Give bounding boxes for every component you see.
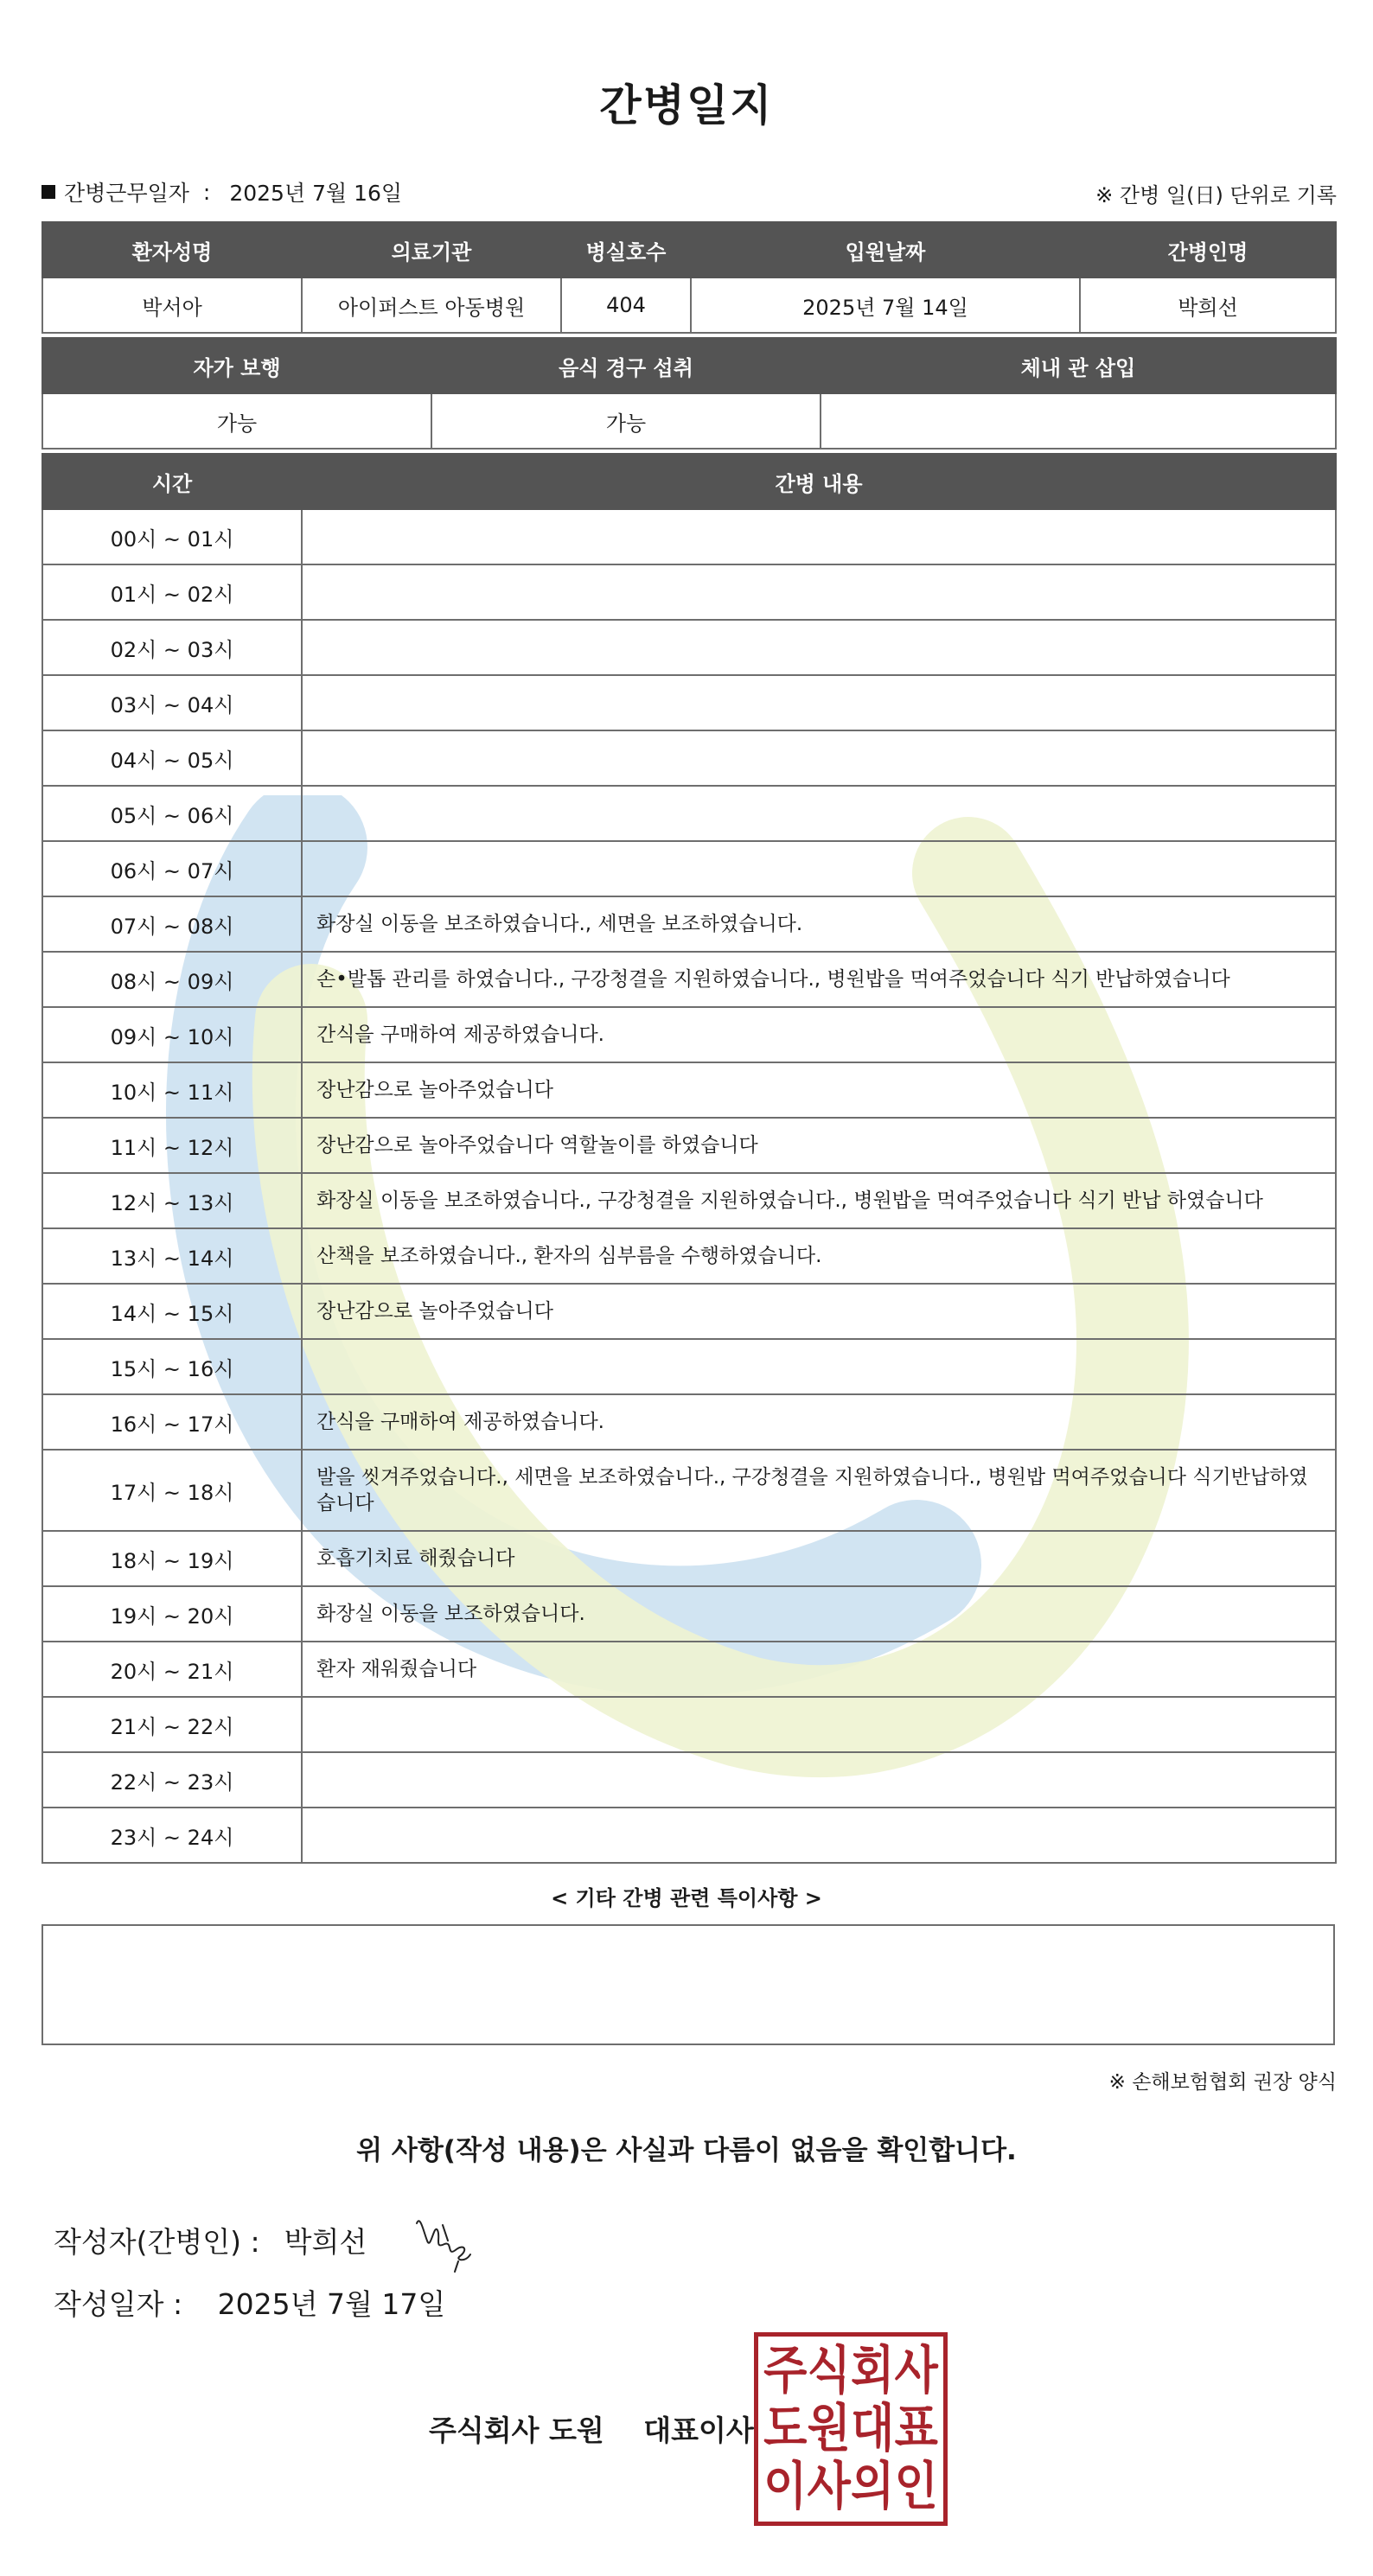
table-row: [42, 1394, 1336, 1450]
time-cell: 01시 ~ 02시: [42, 564, 302, 620]
admission-date: 2025년 7월 14일: [691, 277, 1080, 333]
work-date-colon: :: [202, 179, 211, 205]
written-date-value: 2025년 7월 17일: [217, 2287, 446, 2321]
table-row: [42, 1531, 1336, 1586]
seal-glyph: 원: [807, 2399, 851, 2459]
time-cell: 15시 ~ 16시: [42, 1339, 302, 1394]
hourly-care-table: [42, 453, 1337, 1864]
seal-glyph: 주: [763, 2341, 808, 2401]
table-row: [42, 564, 1336, 620]
table-row: [42, 841, 1336, 896]
time-cell: 13시 ~ 14시: [42, 1228, 302, 1284]
time-cell: 07시 ~ 08시: [42, 896, 302, 952]
time-cell: 12시 ~ 13시: [42, 1173, 302, 1228]
company-signature-line: [429, 2408, 754, 2449]
time-cell: 23시 ~ 24시: [42, 1808, 302, 1863]
table-row: [42, 896, 1336, 952]
header-hospital: 의료기관: [302, 222, 561, 277]
table-row: [42, 1697, 1336, 1752]
header-time: 시간: [42, 454, 302, 509]
time-cell: 20시 ~ 21시: [42, 1642, 302, 1697]
table-row: [42, 1173, 1336, 1228]
table-row: [42, 1752, 1336, 1808]
remarks-title: < 기타 간병 관련 특이사항 >: [551, 1886, 822, 1910]
work-date-label: 간병근무일자: [64, 181, 189, 206]
care-content-cell: 간식을 구매하여 제공하였습니다.: [302, 1394, 1336, 1450]
time-cell: 03시 ~ 04시: [42, 675, 302, 730]
time-cell: 09시 ~ 10시: [42, 1007, 302, 1062]
seal-glyph: 이: [763, 2457, 808, 2517]
caregiver-name: 박희선: [1080, 277, 1336, 333]
care-content-cell: 화장실 이동을 보조하였습니다., 세면을 보조하였습니다.: [302, 896, 1336, 952]
care-content-cell: [302, 1339, 1336, 1394]
table-row: [42, 1118, 1336, 1173]
table-row: [42, 620, 1336, 675]
writer-name: 박희선: [284, 2225, 367, 2259]
seal-glyph: 사: [807, 2457, 851, 2517]
written-date-line: [54, 2282, 445, 2323]
table-row: [42, 1450, 1336, 1531]
seal-glyph: 사: [894, 2341, 938, 2401]
table-row: [42, 1586, 1336, 1642]
seal-glyph: 식: [807, 2341, 851, 2401]
writer-line: [54, 2220, 367, 2260]
table-row: [42, 730, 1336, 786]
tube-insertion-value: [821, 393, 1336, 449]
handwritten-signature: [408, 2206, 486, 2275]
care-content-cell: 간식을 구매하여 제공하였습니다.: [302, 1007, 1336, 1062]
time-cell: 05시 ~ 06시: [42, 786, 302, 841]
confirmation-statement: 위 사항(작성 내용)은 사실과 다름이 없음을 확인합니다.: [356, 2135, 1017, 2166]
care-content-cell: 장난감으로 놀아주었습니다: [302, 1062, 1336, 1118]
header-room-number: 병실호수: [561, 222, 691, 277]
self-walking-value: 가능: [42, 393, 431, 449]
table-row: [42, 1642, 1336, 1697]
care-content-cell: 호흡기치료 해줬습니다: [302, 1531, 1336, 1586]
form-source-note: ※ 손해보험협회 권장 양식: [1108, 2071, 1337, 2094]
time-cell: 19시 ~ 20시: [42, 1586, 302, 1642]
header-oral-intake: 음식 경구 섭취: [431, 338, 821, 393]
care-content-cell: 장난감으로 놀아주었습니다: [302, 1284, 1336, 1339]
time-cell: 18시 ~ 19시: [42, 1531, 302, 1586]
patient-info-table: [42, 221, 1337, 334]
care-content-cell: 화장실 이동을 보조하였습니다., 구강청결을 지원하였습니다., 병원밥을 먹여주었습니다 식기 반납 하였습니다: [302, 1173, 1336, 1228]
time-cell: 21시 ~ 22시: [42, 1697, 302, 1752]
oral-intake-value: 가능: [431, 393, 821, 449]
care-content-cell: [302, 620, 1336, 675]
table-row: [42, 675, 1336, 730]
time-cell: 04시 ~ 05시: [42, 730, 302, 786]
care-content-cell: 산책을 보조하였습니다., 환자의 심부름을 수행하였습니다.: [302, 1228, 1336, 1284]
care-content-cell: 손•발톱 관리를 하였습니다., 구강청결을 지원하였습니다., 병원밥을 먹여주었습니다 식기 반납하였습니다: [302, 952, 1336, 1007]
care-content-cell: [302, 841, 1336, 896]
company-seal-stamp: [754, 2332, 948, 2526]
care-content-cell: 장난감으로 놀아주었습니다 역할놀이를 하였습니다: [302, 1118, 1336, 1173]
work-date-line: [42, 176, 402, 207]
company-name: 주식회사 도원: [429, 2413, 604, 2447]
header-patient-name: 환자성명: [42, 222, 302, 277]
table-row: [42, 1284, 1336, 1339]
company-ceo-title: 대표이사: [643, 2413, 754, 2447]
time-cell: 08시 ~ 09시: [42, 952, 302, 1007]
time-cell: 06시 ~ 07시: [42, 841, 302, 896]
work-date-value: 2025년 7월 16일: [229, 181, 403, 206]
table-row: [42, 1339, 1336, 1394]
room-number: 404: [561, 277, 691, 333]
time-cell: 00시 ~ 01시: [42, 509, 302, 564]
table-row: [42, 509, 1336, 564]
table-row: [42, 1062, 1336, 1118]
patient-status-table: [42, 337, 1337, 450]
remarks-box: [42, 1924, 1335, 2045]
bullet-square-icon: [42, 185, 55, 199]
care-content-cell: [302, 1752, 1336, 1808]
care-content-cell: 환자 재워줬습니다: [302, 1642, 1336, 1697]
seal-glyph: 의: [851, 2457, 895, 2517]
hospital-name: 아이퍼스트 아동병원: [302, 277, 561, 333]
document-title: 간병일지: [599, 80, 774, 131]
care-content-cell: [302, 1697, 1336, 1752]
care-content-cell: [302, 564, 1336, 620]
care-content-cell: [302, 730, 1336, 786]
header-care-content: 간병 내용: [302, 454, 1336, 509]
table-row: [42, 952, 1336, 1007]
table-row: [42, 1228, 1336, 1284]
time-cell: 17시 ~ 18시: [42, 1450, 302, 1531]
table-row: [42, 786, 1336, 841]
record-unit-note: ※ 간병 일(日) 단위로 기록: [1095, 183, 1337, 207]
seal-glyph: 대: [851, 2399, 895, 2459]
care-content-cell: 화장실 이동을 보조하였습니다.: [302, 1586, 1336, 1642]
care-content-cell: 발을 씻겨주었습니다., 세면을 보조하였습니다., 구강청결을 지원하였습니다., 병원밥 먹여주었습니다 식기반납하였습니다: [302, 1450, 1336, 1531]
header-admission-date: 입원날짜: [691, 222, 1080, 277]
time-cell: 14시 ~ 15시: [42, 1284, 302, 1339]
seal-glyph: 도: [763, 2399, 808, 2459]
time-cell: 16시 ~ 17시: [42, 1394, 302, 1450]
table-row: [42, 1007, 1336, 1062]
written-date-label: 작성일자 :: [54, 2287, 183, 2321]
table-row: [42, 1808, 1336, 1863]
time-cell: 11시 ~ 12시: [42, 1118, 302, 1173]
seal-glyph: 회: [851, 2341, 895, 2401]
seal-glyph: 인: [894, 2457, 938, 2517]
care-content-cell: [302, 509, 1336, 564]
time-cell: 22시 ~ 23시: [42, 1752, 302, 1808]
header-tube-insertion: 체내 관 삽입: [821, 338, 1336, 393]
seal-glyph: 표: [894, 2399, 938, 2459]
header-self-walking: 자가 보행: [42, 338, 431, 393]
care-content-cell: [302, 675, 1336, 730]
time-cell: 10시 ~ 11시: [42, 1062, 302, 1118]
care-content-cell: [302, 786, 1336, 841]
patient-name: 박서아: [42, 277, 302, 333]
care-content-cell: [302, 1808, 1336, 1863]
time-cell: 02시 ~ 03시: [42, 620, 302, 675]
writer-label: 작성자(간병인) :: [54, 2225, 260, 2259]
header-caregiver-name: 간병인명: [1080, 222, 1336, 277]
